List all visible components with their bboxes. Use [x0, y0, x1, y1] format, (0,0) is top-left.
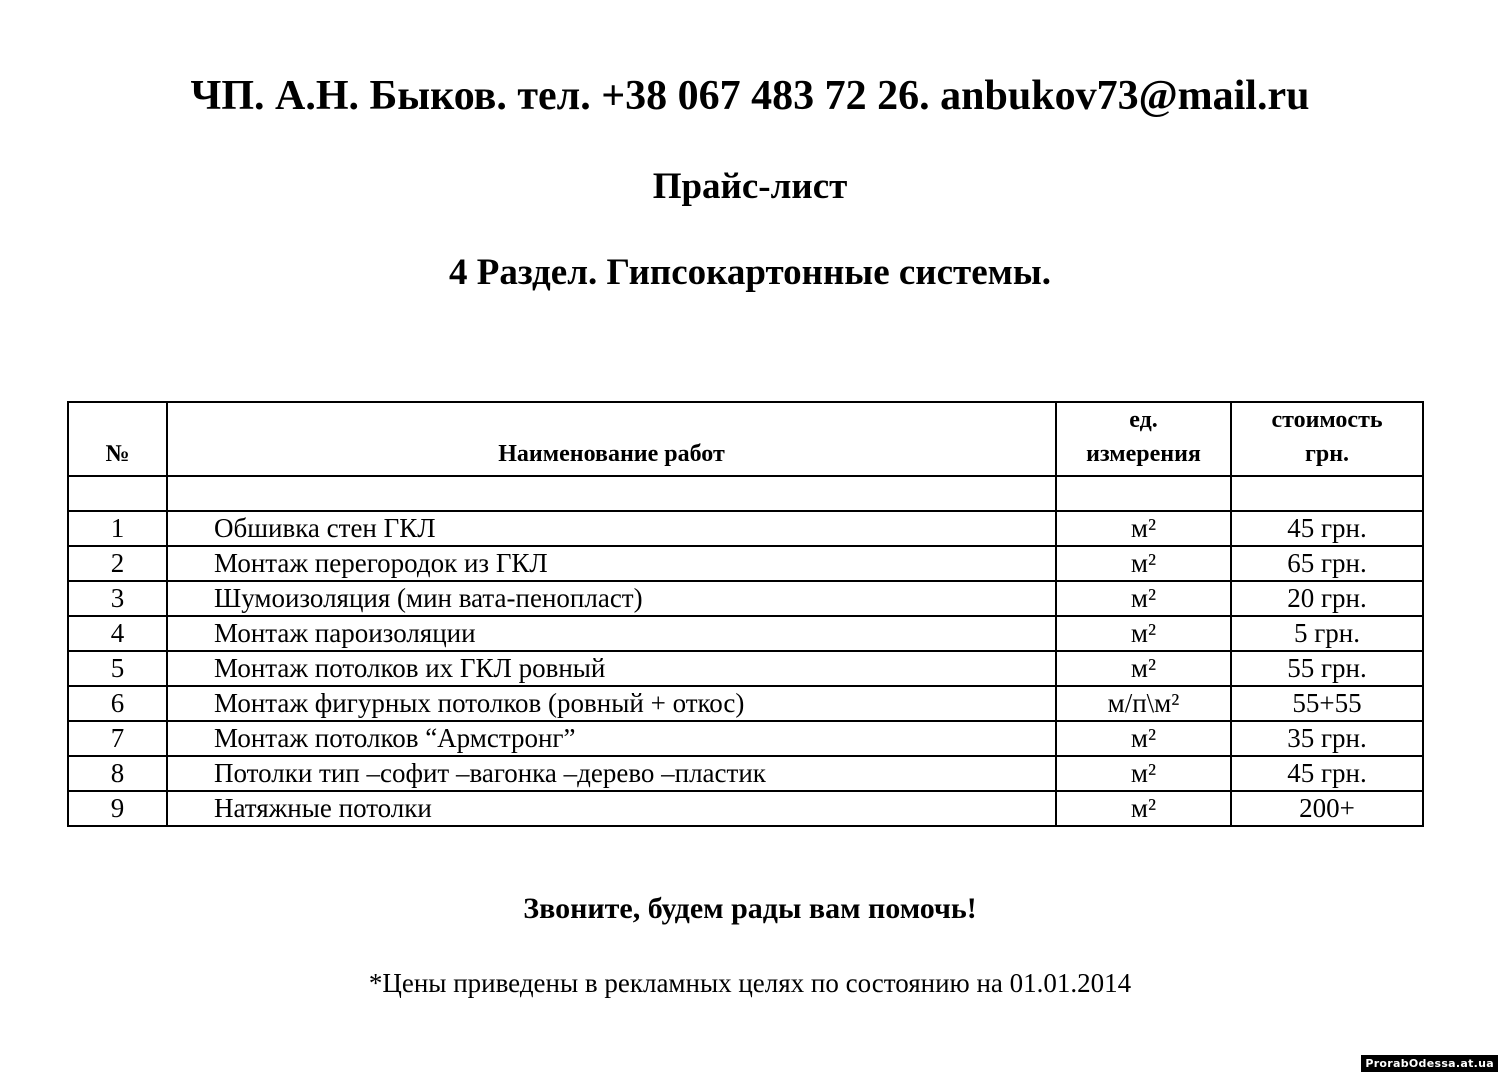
- row-unit: м²: [1056, 511, 1231, 546]
- row-number: 3: [68, 581, 167, 616]
- spacer-cell: [1231, 476, 1423, 511]
- row-price: 45 грн.: [1231, 756, 1423, 791]
- row-unit: м²: [1056, 721, 1231, 756]
- row-number: 7: [68, 721, 167, 756]
- row-price: 20 грн.: [1231, 581, 1423, 616]
- row-number: 6: [68, 686, 167, 721]
- company-contact-line: ЧП. А.Н. Быков. тел. +38 067 483 72 26. anbukov73@mail.ru: [190, 73, 1310, 119]
- column-header-number: №: [68, 402, 167, 476]
- row-number: 1: [68, 511, 167, 546]
- price-footnote: *Цены приведены в рекламных целях по состоянию на 01.01.2014: [368, 968, 1132, 998]
- row-work-name: Монтаж фигурных потолков (ровный + откос): [167, 686, 1056, 721]
- document-title: Прайс-лист: [652, 166, 848, 207]
- row-unit: м²: [1056, 756, 1231, 791]
- table-row: [68, 721, 1423, 756]
- row-unit: м²: [1056, 791, 1231, 826]
- column-header-unit: [1056, 402, 1231, 476]
- table-spacer-row: [68, 476, 1423, 511]
- column-header-price-line1: стоимость: [1271, 407, 1383, 433]
- column-header-unit-line1: ед.: [1129, 407, 1158, 433]
- row-price: 55+55: [1231, 686, 1423, 721]
- row-unit: м/п\м²: [1056, 686, 1231, 721]
- call-to-action: Звоните, будем рады вам помочь!: [523, 892, 977, 925]
- row-price: 45 грн.: [1231, 511, 1423, 546]
- row-number: 4: [68, 616, 167, 651]
- row-price: 35 грн.: [1231, 721, 1423, 756]
- row-work-name: Монтаж перегородок из ГКЛ: [167, 546, 1056, 581]
- table-row: [68, 616, 1423, 651]
- spacer-cell: [1056, 476, 1231, 511]
- row-work-name: Натяжные потолки: [167, 791, 1056, 826]
- table-row: [68, 651, 1423, 686]
- row-price: 200+: [1231, 791, 1423, 826]
- row-unit: м²: [1056, 546, 1231, 581]
- row-work-name: Шумоизоляция (мин вата-пенопласт): [167, 581, 1056, 616]
- table-row: [68, 756, 1423, 791]
- row-work-name: Обшивка стен ГКЛ: [167, 511, 1056, 546]
- row-price: 5 грн.: [1231, 616, 1423, 651]
- table-header-row: [68, 402, 1423, 476]
- table-row: [68, 686, 1423, 721]
- column-header-name: Наименование работ: [167, 402, 1056, 476]
- row-work-name: Монтаж потолков “Армстронг”: [167, 721, 1056, 756]
- table-row: [68, 546, 1423, 581]
- table-row: [68, 511, 1423, 546]
- section-title: 4 Раздел. Гипсокартонные системы.: [449, 252, 1051, 293]
- row-work-name: Монтаж потолков их ГКЛ ровный: [167, 651, 1056, 686]
- table-row: [68, 581, 1423, 616]
- column-header-price-line2: грн.: [1304, 441, 1350, 467]
- table-row: [68, 791, 1423, 826]
- spacer-cell: [68, 476, 167, 511]
- column-header-price: [1231, 402, 1423, 476]
- row-unit: м²: [1056, 651, 1231, 686]
- price-table: [67, 401, 1424, 827]
- row-unit: м²: [1056, 581, 1231, 616]
- row-unit: м²: [1056, 616, 1231, 651]
- watermark: ProrabOdessa.at.ua: [1361, 1055, 1498, 1072]
- row-number: 2: [68, 546, 167, 581]
- row-price: 55 грн.: [1231, 651, 1423, 686]
- row-number: 9: [68, 791, 167, 826]
- row-number: 5: [68, 651, 167, 686]
- row-price: 65 грн.: [1231, 546, 1423, 581]
- row-number: 8: [68, 756, 167, 791]
- column-header-unit-line2: измерения: [1086, 441, 1201, 467]
- spacer-cell: [167, 476, 1056, 511]
- row-work-name: Монтаж пароизоляции: [167, 616, 1056, 651]
- row-work-name: Потолки тип –софит –вагонка –дерево –пластик: [167, 756, 1056, 791]
